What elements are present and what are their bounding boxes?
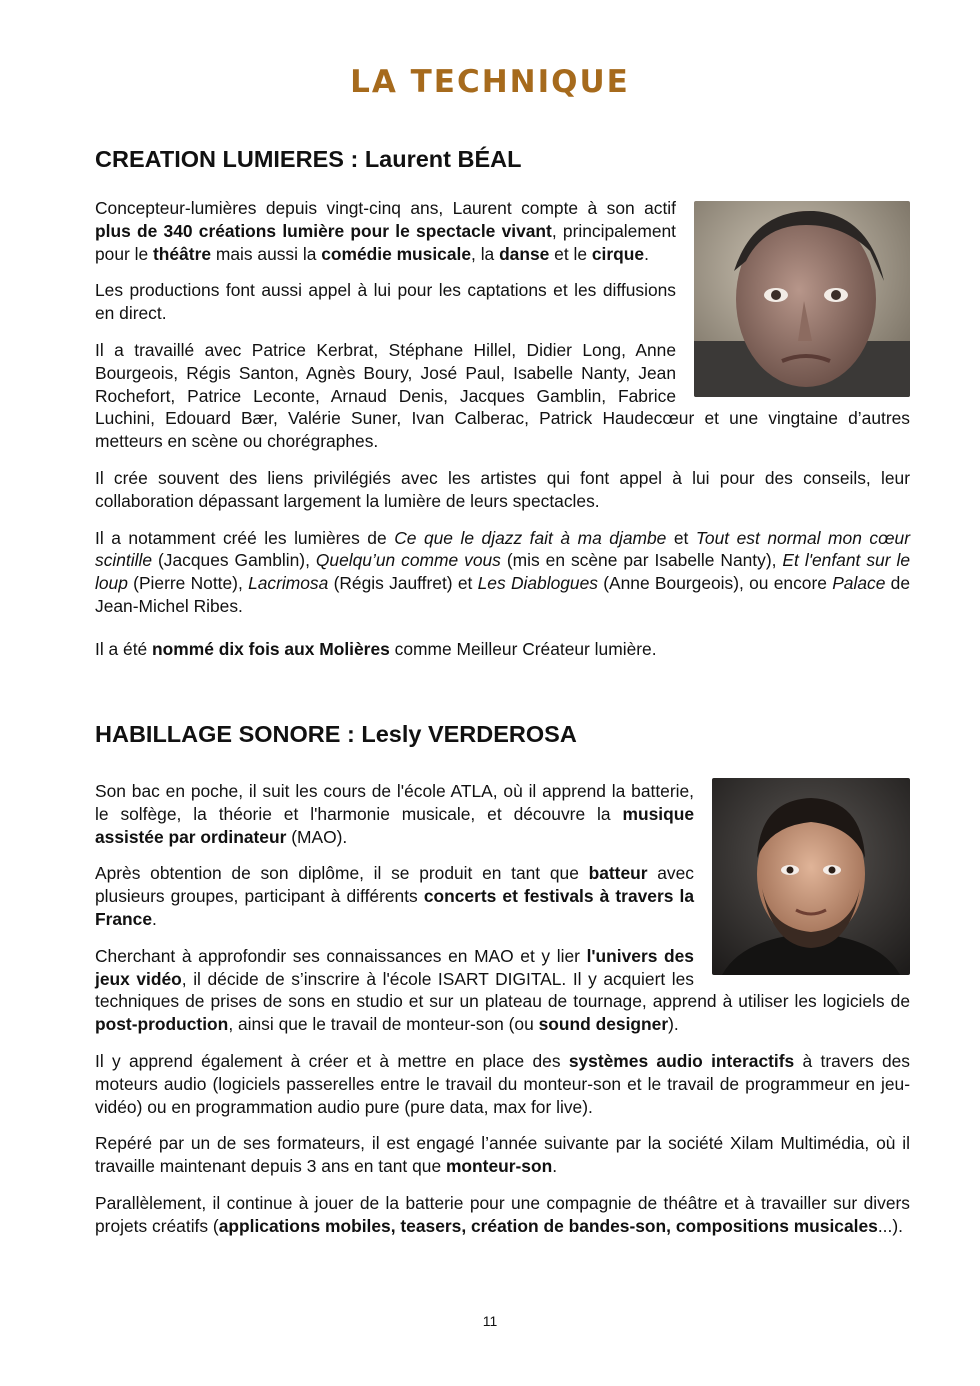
paragraph: Il y apprend également à créer et à mettre en place des systèmes audio interactifs à travers des moteurs audio (logiciels passerelles entre le travail du monteur-son et le travail de programmeur en jeu-vidéo) ou en programmation audio pure (pure data, max for live). (95, 1050, 910, 1117)
section-heading-sonore: HABILLAGE SONORE : Lesly VERDEROSA (95, 721, 577, 747)
paragraph: Cherchant à approfondir ses connaissances en MAO et y lier l'univers des jeux vidéo, il décide de s’inscrire à l'école ISART DIGITAL. Il y acquiert les techniques de prises de sons en studio et sur un plateau de tournage, apprend à utiliser les logiciels de post-production, ainsi que le travail de monteur-son (ou sound designer). (95, 945, 910, 1035)
paragraph: Les productions font aussi appel à lui pour les captations et les diffusions en direct. (95, 280, 676, 324)
paragraph: Repéré par un de ses formateurs, il est engagé l’année suivante par la société Xilam Multimédia, où il travaille maintenant depuis 3 ans en tant que monteur-son. (95, 1133, 910, 1177)
section-sonore (95, 780, 910, 1252)
portrait-laurent-beal (694, 201, 910, 397)
section-heading-lumieres: CREATION LUMIERES : Laurent BÉAL (95, 146, 522, 172)
paragraph: Il crée souvent des liens privilégiés avec les artistes qui font appel à lui pour des conseils, leur collaboration dépassant largement la lumière de leurs spectacles. (95, 467, 910, 511)
paragraph: Il a notamment créé les lumières de Ce que le djazz fait à ma djambe et Tout est normal mon cœur scintille (Jacques Gamblin), Quelqu’un comme vous (mis en scène par Isabelle Nanty), Et l'enfant sur le loup (Pierre Notte), Lacrimosa (Régis Jauffret) et Les Diablogues (Anne Bourgeois), ou encore Palace de Jean-Michel Ribes. (95, 527, 910, 616)
portrait-lesly-verderosa (712, 778, 910, 975)
paragraph: Il a travaillé avec Patrice Kerbrat, Stéphane Hillel, Didier Long, Anne Bourgeois, Régis Santon, Agnès Boury, José Paul, Isabelle Nanty, Jean Rochefort, Patrice Leconte, Arnaud Denis, Jacques Gamblin, Fabrice Luchini, Edouard Bær, Valérie Suner, Ivan Calberac, Patrick Haudecœur et une vingtaine d’autres metteurs en scène ou chorégraphes. (95, 339, 910, 452)
paragraph: Concepteur-lumières depuis vingt-cinq ans, Laurent compte à son actif plus de 340 créations lumière pour le spectacle vivant, principalement pour le théâtre mais aussi la comédie musicale, la danse et le cirque. (95, 198, 676, 264)
paragraph: Il a été nommé dix fois aux Molières comme Meilleur Créateur lumière. (95, 638, 657, 659)
page-title: LA TECHNIQUE (350, 64, 630, 100)
section-lumieres (95, 197, 910, 675)
paragraph: Parallèlement, il continue à jouer de la batterie pour une compagnie de théâtre et à travailler sur divers projets créatifs (applications mobiles, teasers, création de bandes-son, compositions musicales...). (95, 1192, 910, 1236)
paragraph: Son bac en poche, il suit les cours de l'école ATLA, où il apprend la batterie, le solfège, la théorie et l'harmonie musicale, et découvre la musique assistée par ordinateur (MAO). (95, 781, 694, 847)
paragraph: Après obtention de son diplôme, il se produit en tant que batteur avec plusieurs groupes, participant à différents concerts et festivals à travers la France. (95, 863, 694, 929)
page-number: 11 (482, 1313, 498, 1329)
